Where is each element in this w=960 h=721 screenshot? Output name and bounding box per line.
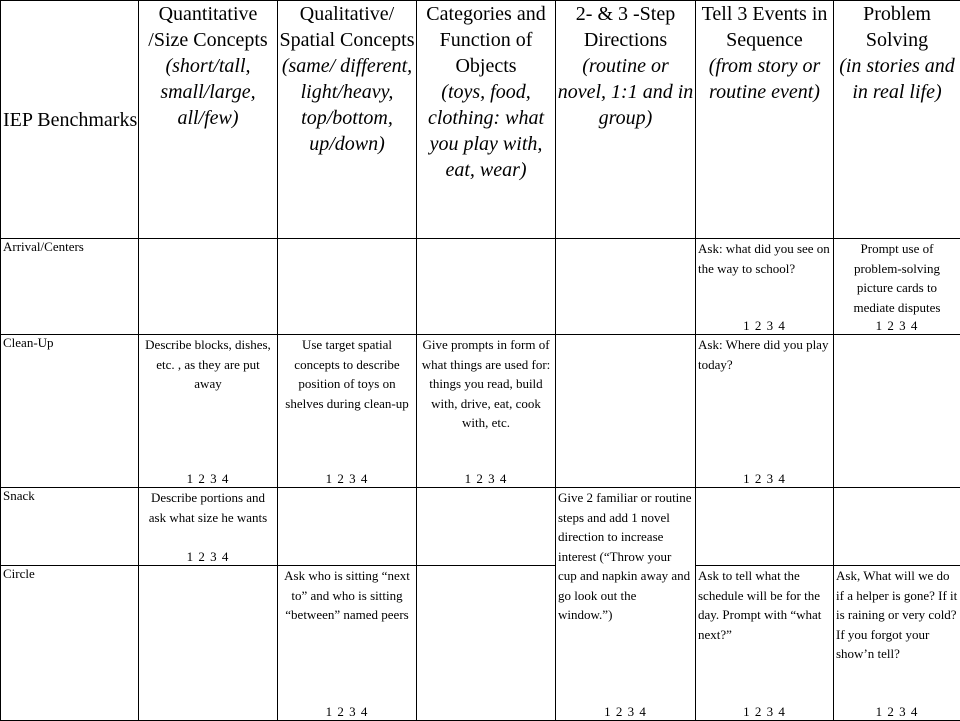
column-subtitle: (toys, food, clothing: what you play with, eat, wear) bbox=[417, 79, 555, 183]
header-row bbox=[1, 1, 960, 239]
table-cell bbox=[696, 488, 834, 566]
table-cell bbox=[696, 239, 834, 335]
rating-scale: 1 2 3 4 bbox=[696, 318, 833, 334]
cell-text: Give 2 familiar or routine steps and add 1 novel direction to increase interest (“Throw your cup and napkin away and go look out the window.”) bbox=[556, 488, 695, 625]
corner-header bbox=[1, 1, 139, 239]
cell-text: Ask, What will we do if a helper is gone? If it is raining or very cold? If you forgot your show’n tell? bbox=[834, 566, 960, 664]
row-label: Clean-Up bbox=[1, 335, 139, 488]
table-cell bbox=[556, 239, 696, 335]
cell-text: Give prompts in form of what things are used for: things you read, build with, drive, eat, cook with, etc. bbox=[417, 335, 555, 433]
table-row bbox=[1, 335, 960, 488]
rating-scale: 1 2 3 4 bbox=[278, 704, 416, 720]
table-cell bbox=[696, 566, 834, 721]
column-header-quantitative bbox=[139, 1, 278, 239]
table-cell bbox=[278, 335, 417, 488]
column-subtitle: (in stories and in real life) bbox=[834, 53, 960, 105]
rating-scale: 1 2 3 4 bbox=[834, 318, 960, 334]
table-cell bbox=[417, 488, 556, 566]
column-title: 2- & 3 -Step Directions bbox=[556, 1, 695, 53]
table-cell bbox=[834, 566, 960, 721]
rating-scale: 1 2 3 4 bbox=[417, 471, 555, 487]
cell-text: Ask: Where did you play today? bbox=[696, 335, 833, 374]
column-header-sequence bbox=[696, 1, 834, 239]
table-cell bbox=[417, 239, 556, 335]
table-cell bbox=[278, 239, 417, 335]
table-row bbox=[1, 239, 960, 335]
cell-text: Describe blocks, dishes, etc. , as they are put away bbox=[139, 335, 277, 394]
table-cell bbox=[139, 239, 278, 335]
column-subtitle: (same/ different, light/heavy, top/bottom, up/down) bbox=[278, 53, 416, 157]
column-title: Categories and Function of Objects bbox=[417, 1, 555, 79]
rating-scale: 1 2 3 4 bbox=[556, 704, 695, 720]
cell-text: Ask who is sitting “next to” and who is sitting “between” named peers bbox=[278, 566, 416, 625]
column-title: Qualitative/ Spatial Concepts bbox=[278, 1, 416, 53]
table-cell bbox=[139, 335, 278, 488]
corner-label: IEP Benchmarks bbox=[3, 109, 137, 131]
column-title: Problem Solving bbox=[834, 1, 960, 53]
table-cell bbox=[696, 335, 834, 488]
cell-text: Ask: what did you see on the way to school? bbox=[696, 239, 833, 278]
column-subtitle: (from story or routine event) bbox=[696, 53, 833, 105]
column-header-categories bbox=[417, 1, 556, 239]
row-label: Arrival/Centers bbox=[1, 239, 139, 335]
table-cell bbox=[417, 566, 556, 721]
rating-scale: 1 2 3 4 bbox=[834, 704, 960, 720]
column-header-problem-solving bbox=[834, 1, 960, 239]
table-row bbox=[1, 488, 960, 566]
cell-text: Use target spatial concepts to describe position of toys on shelves during clean-up bbox=[278, 335, 416, 413]
row-label: Circle bbox=[1, 566, 139, 721]
rating-scale: 1 2 3 4 bbox=[696, 704, 833, 720]
cell-text: Describe portions and ask what size he wants bbox=[139, 488, 277, 527]
table-cell bbox=[139, 488, 278, 566]
column-title: Quantitative /Size Concepts bbox=[139, 1, 277, 53]
column-title: Tell 3 Events in Sequence bbox=[696, 1, 833, 53]
table-cell bbox=[834, 239, 960, 335]
rating-scale: 1 2 3 4 bbox=[139, 549, 277, 565]
table-cell bbox=[417, 335, 556, 488]
row-label: Snack bbox=[1, 488, 139, 566]
table-cell bbox=[278, 488, 417, 566]
table-cell bbox=[278, 566, 417, 721]
column-subtitle: (routine or novel, 1:1 and in group) bbox=[556, 53, 695, 131]
table-cell bbox=[834, 488, 960, 566]
table-cell bbox=[139, 566, 278, 721]
table-cell bbox=[556, 335, 696, 488]
table-cell-directions bbox=[556, 488, 696, 721]
rating-scale: 1 2 3 4 bbox=[139, 471, 277, 487]
column-header-qualitative bbox=[278, 1, 417, 239]
cell-text: Prompt use of problem-solving picture cards to mediate disputes bbox=[834, 239, 960, 317]
table-row bbox=[1, 566, 960, 721]
table-cell bbox=[834, 335, 960, 488]
cell-text: Ask to tell what the schedule will be for the day. Prompt with “what next?” bbox=[696, 566, 833, 644]
column-header-directions bbox=[556, 1, 696, 239]
rating-scale: 1 2 3 4 bbox=[278, 471, 416, 487]
rating-scale: 1 2 3 4 bbox=[696, 471, 833, 487]
column-subtitle: (short/tall, small/large, all/few) bbox=[139, 53, 277, 131]
